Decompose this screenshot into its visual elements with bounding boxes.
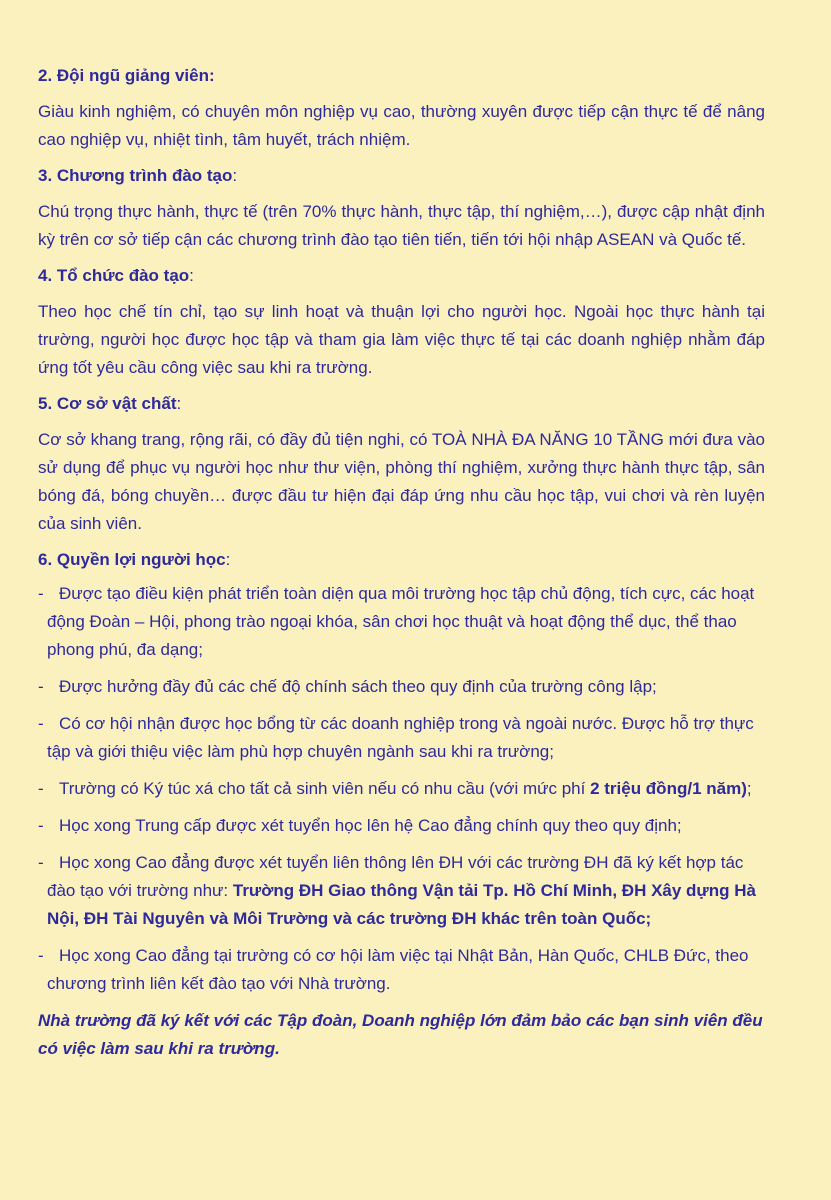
- bullet-dash: -: [38, 946, 44, 965]
- list-item-text: [47, 775, 765, 803]
- section-organization: [38, 262, 765, 382]
- section-body: Theo học chế tín chỉ, tạo sự linh hoạt và thuận lợi cho người học. Ngoài học thực hành tại trường, người học được học tập và tham gia làm việc thực tế tại các doanh nghiệp nhằm đáp ứng tốt yêu cầu công việc sau khi ra trường.: [38, 302, 765, 377]
- list-item-text: [47, 942, 765, 998]
- benefits-list: [38, 580, 765, 998]
- section-body: Chú trọng thực hành, thực tế (trên 70% thực hành, thực tập, thí nghiệm,…), được cập nhật định kỳ trên cơ sở tiếp cận các chương trình đào tạo tiên tiến, tiến tới hội nhập ASEAN và Quốc tế.: [38, 202, 765, 249]
- section-benefits: [38, 546, 765, 998]
- section-faculty: [38, 62, 765, 154]
- section-title-text: 3. Chương trình đào tạo: [38, 166, 233, 185]
- list-item: [38, 775, 765, 803]
- section-title: [38, 62, 765, 90]
- list-item: [38, 580, 765, 664]
- section-title: [38, 546, 765, 574]
- list-item: [38, 812, 765, 840]
- section-title-text: 2. Đội ngũ giảng viên:: [38, 66, 215, 85]
- list-item-text: [47, 673, 765, 701]
- section-title-suffix: :: [189, 266, 194, 285]
- bullet-dash: -: [38, 816, 44, 835]
- section-curriculum: [38, 162, 765, 254]
- section-title-text: 5. Cơ sở vật chất: [38, 394, 177, 413]
- list-item: [38, 710, 765, 766]
- list-item-body: Trường có Ký túc xá cho tất cả sinh viên nếu có nhu cầu (với mức phí: [59, 779, 591, 798]
- list-item-bold: Trường ĐH Giao thông Vận tải Tp. Hồ Chí Minh, ĐH Xây dựng Hà Nội, ĐH Tài Nguyên và Môi Trường và các trường ĐH khác trên toàn Quốc;: [47, 881, 756, 928]
- bullet-dash: -: [38, 584, 44, 603]
- list-item-body: Học xong Cao đẳng được xét tuyển liên thông lên ĐH với các trường ĐH đã ký kết hợp tác đào tạo với trường như:: [47, 853, 744, 900]
- list-item-body: Được hưởng đầy đủ các chế độ chính sách theo quy định của trường công lập;: [59, 677, 657, 696]
- section-body: Giàu kinh nghiệm, có chuyên môn nghiệp vụ cao, thường xuyên được tiếp cận thực tế để nâng cao nghiệp vụ, nhiệt tình, tâm huyết, trách nhiệm.: [38, 102, 765, 149]
- bullet-dash: -: [38, 677, 44, 696]
- section-title-suffix: :: [225, 550, 231, 569]
- section-title-text: 6. Quyền lợi người học: [38, 550, 226, 569]
- section-facilities: [38, 390, 765, 538]
- section-title-suffix: :: [232, 166, 238, 185]
- list-item-text: [47, 849, 765, 933]
- list-item: [38, 942, 765, 998]
- bullet-dash: -: [38, 714, 44, 733]
- closing-statement: Nhà trường đã ký kết với các Tập đoàn, Doanh nghiệp lớn đảm bảo các bạn sinh viên đều có việc làm sau khi ra trường.: [38, 1011, 763, 1058]
- list-item-body: Được tạo điều kiện phát triển toàn diện qua môi trường học tập chủ động, tích cực, các hoạt động Đoàn – Hội, phong trào ngoại khóa, sân chơi học thuật và hoạt động thể dục, thể thao phong phú, đa dạng;: [47, 584, 755, 659]
- bullet-dash: -: [38, 853, 44, 872]
- list-item-bold: 2 triệu đồng/1 năm): [590, 779, 747, 798]
- section-title-text: 4. Tổ chức đào tạo: [38, 266, 190, 285]
- list-item-text: [47, 710, 765, 766]
- bullet-dash: -: [38, 779, 44, 798]
- list-item-body: Học xong Cao đẳng tại trường có cơ hội làm việc tại Nhật Bản, Hàn Quốc, CHLB Đức, theo chương trình liên kết đào tạo với Nhà trường.: [47, 946, 749, 993]
- list-item-text: [47, 580, 765, 664]
- section-title: [38, 390, 765, 418]
- list-item-after: ;: [746, 779, 752, 798]
- list-item-body: Có cơ hội nhận được học bổng từ các doanh nghiệp trong và ngoài nước. Được hỗ trợ thực tập và giới thiệu việc làm phù hợp chuyên ngành sau khi ra trường;: [47, 714, 754, 761]
- list-item: [38, 849, 765, 933]
- section-title: [38, 262, 765, 290]
- list-item-body: Học xong Trung cấp được xét tuyển học lên hệ Cao đẳng chính quy theo quy định;: [59, 816, 682, 835]
- section-title: [38, 162, 765, 190]
- list-item: [38, 673, 765, 701]
- list-item-text: [47, 812, 765, 840]
- section-title-suffix: :: [176, 394, 182, 413]
- section-body: Cơ sở khang trang, rộng rãi, có đầy đủ tiện nghi, có TOÀ NHÀ ĐA NĂNG 10 TẦNG mới đưa vào sử dụng để phục vụ người học như thư viện, phòng thí nghiệm, xưởng thực hành thực tập, sân bóng đá, bóng chuyền… được đầu tư hiện đại đáp ứng nhu cầu học tập, vui chơi và rèn luyện của sinh viên.: [38, 430, 765, 533]
